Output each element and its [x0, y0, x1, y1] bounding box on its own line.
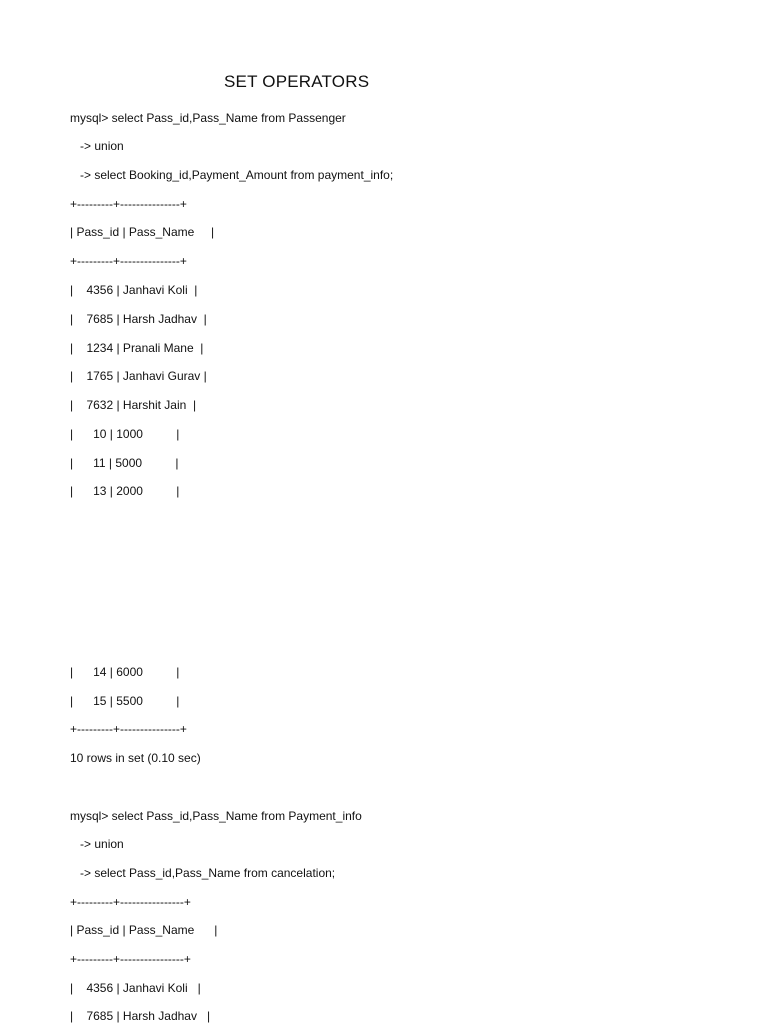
query-line: -> union — [70, 139, 124, 153]
query-line: -> select Pass_id,Pass_Name from cancelation; — [70, 866, 336, 880]
table-row: | 1234 | Pranali Mane | — [70, 341, 204, 355]
table-row: | 11 | 5000 | — [70, 456, 179, 470]
table-border: +---------+----------------+ — [70, 952, 191, 966]
table-border: +---------+---------------+ — [70, 722, 187, 736]
table-row: | 13 | 2000 | — [70, 484, 180, 498]
table-row: | 7685 | Harsh Jadhav | — [70, 312, 207, 326]
query-line: -> union — [70, 837, 124, 851]
table-border: +---------+---------------+ — [70, 197, 187, 211]
table-row: | 7685 | Harsh Jadhav | — [70, 1009, 211, 1023]
table-row: | 1765 | Janhavi Gurav | — [70, 369, 207, 383]
query-line: mysql> select Pass_id,Pass_Name from Passenger — [70, 111, 346, 125]
table-row: | 14 | 6000 | — [70, 665, 180, 679]
page-title: SET OPERATORS — [224, 72, 370, 91]
table-border: +---------+---------------+ — [70, 254, 187, 268]
query-line: -> select Booking_id,Payment_Amount from payment_info; — [70, 168, 394, 182]
result-summary: 10 rows in set (0.10 sec) — [70, 751, 201, 765]
table-row: | 4356 | Janhavi Koli | — [70, 283, 198, 297]
table-row: | 15 | 5500 | — [70, 694, 180, 708]
table-header: | Pass_id | Pass_Name | — [70, 923, 218, 937]
query-line: mysql> select Pass_id,Pass_Name from Payment_info — [70, 809, 362, 823]
table-header: | Pass_id | Pass_Name | — [70, 225, 215, 239]
table-row: | 7632 | Harshit Jain | — [70, 398, 197, 412]
table-row: | 4356 | Janhavi Koli | — [70, 981, 201, 995]
table-border: +---------+----------------+ — [70, 895, 191, 909]
table-row: | 10 | 1000 | — [70, 427, 180, 441]
